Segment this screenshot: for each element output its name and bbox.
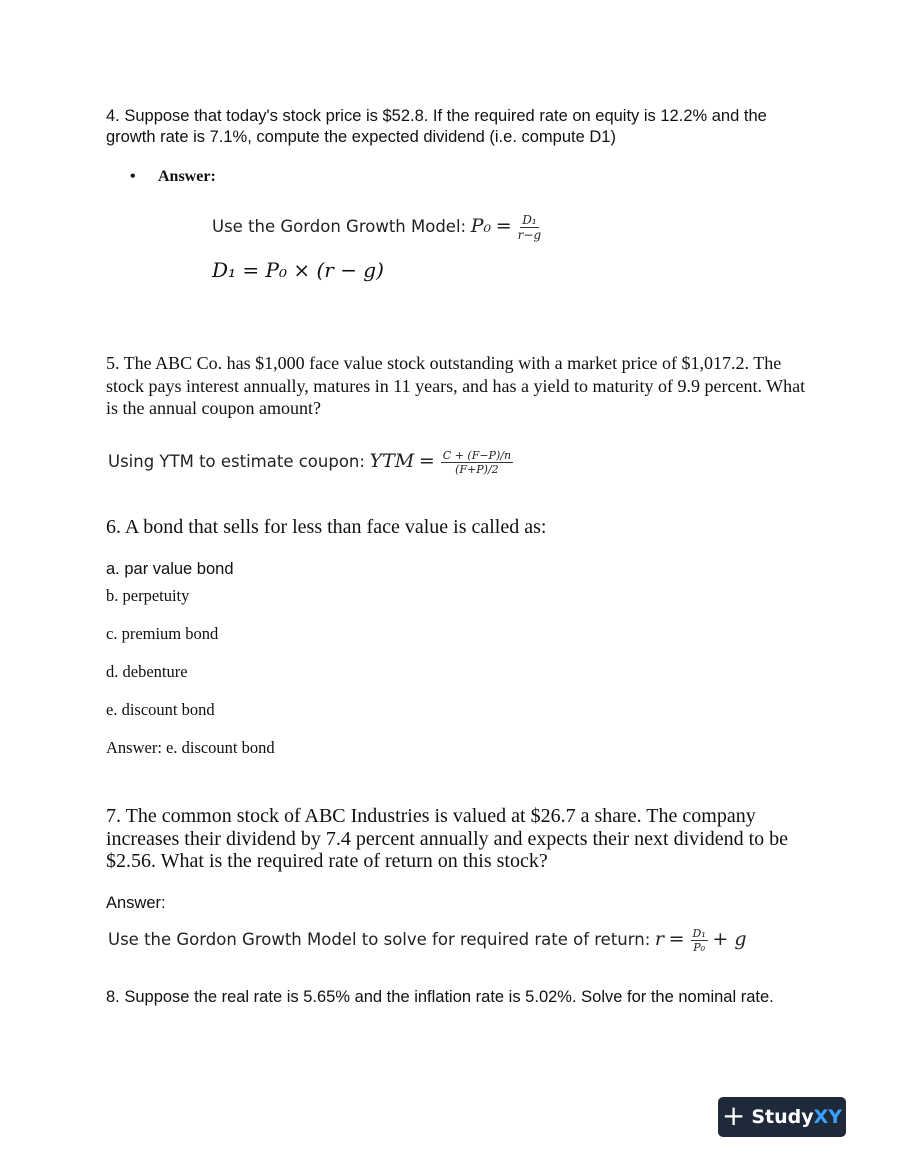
gordon-formula: Use the Gordon Growth Model: P₀ = $\frac{\text{D₁}}{r-g}$ <box>212 213 542 242</box>
option-a: a. par value bond <box>106 560 234 578</box>
option-c: c. premium bond <box>106 624 219 643</box>
option-b: b. perpetuity <box>106 586 190 605</box>
formula-lhs: P₀ <box>470 214 492 237</box>
brand-name: StudyXY <box>751 1106 843 1128</box>
formula-fraction <box>518 214 541 241</box>
formula-prefix: Using YTM to estimate coupon: <box>108 452 365 471</box>
option-d: d. debenture <box>106 662 188 681</box>
bullet-dot-icon: • <box>130 168 136 185</box>
ytm-formula: Using YTM to estimate coupon: YTM = $\frac{C + (F-P)/n}{(F+P)/2}$ <box>108 449 512 477</box>
formula-lhs: YTM <box>369 450 415 472</box>
formula-fraction <box>691 928 708 953</box>
formula-fraction <box>441 450 513 475</box>
answer-bullet <box>130 168 216 186</box>
answer-label: Answer: <box>106 894 166 912</box>
fraction-numerator: D₁ <box>522 213 537 227</box>
formula-tail: + g <box>712 928 747 950</box>
fraction-numerator: C + (F−P)/n <box>442 449 512 463</box>
question-8: 8. Suppose the real rate is 5.65% and the inflation rate is 5.02%. Solve for the nominal rate. <box>106 988 774 1006</box>
option-e: e. discount bond <box>106 700 215 719</box>
required-return-formula: Use the Gordon Growth Model to solve for required rate of return: r = $\frac{\text{D₁}}{\text{P₀}}$ + g <box>108 927 747 955</box>
formula-prefix: Use the Gordon Growth Model: <box>212 216 467 236</box>
dividend-formula: D₁ = P₀ × (r − g) <box>212 258 384 282</box>
formula-lhs: r <box>654 928 664 950</box>
question-4: 4. Suppose that today's stock price is $52.8. If the required rate on equity is 12.2% and the growth rate is 7.1%, compute the expected dividend (i.e. compute D1) <box>106 107 767 146</box>
fraction-denominator: (F+P)/2 <box>455 463 499 477</box>
question-7: 7. The common stock of ABC Industries is valued at $26.7 a share. The company increases their dividend by 7.4 percent annually and expects their next dividend to be $2.56. What is the required rate of return on this stock? <box>106 805 789 872</box>
question-5: 5. The ABC Co. has $1,000 face value stock outstanding with a market price of $1,017.2. The stock pays interest annually, matures in 11 years, and has a yield to maturity of 9.9 percent. What is the annual coupon amount? <box>106 353 806 418</box>
formula-prefix: Use the Gordon Growth Model to solve for required rate of return: <box>108 930 651 949</box>
fraction-numerator: D₁ <box>692 927 706 941</box>
plus-icon: + <box>721 1098 746 1132</box>
question-6: 6. A bond that sells for less than face value is called as: <box>106 516 547 538</box>
answer-label: Answer: <box>158 168 216 185</box>
fraction-denominator: r−g <box>517 228 542 242</box>
studyxy-logo[interactable] <box>718 1097 846 1137</box>
answer-text: Answer: e. discount bond <box>106 738 275 757</box>
fraction-denominator: P₀ <box>693 941 706 955</box>
